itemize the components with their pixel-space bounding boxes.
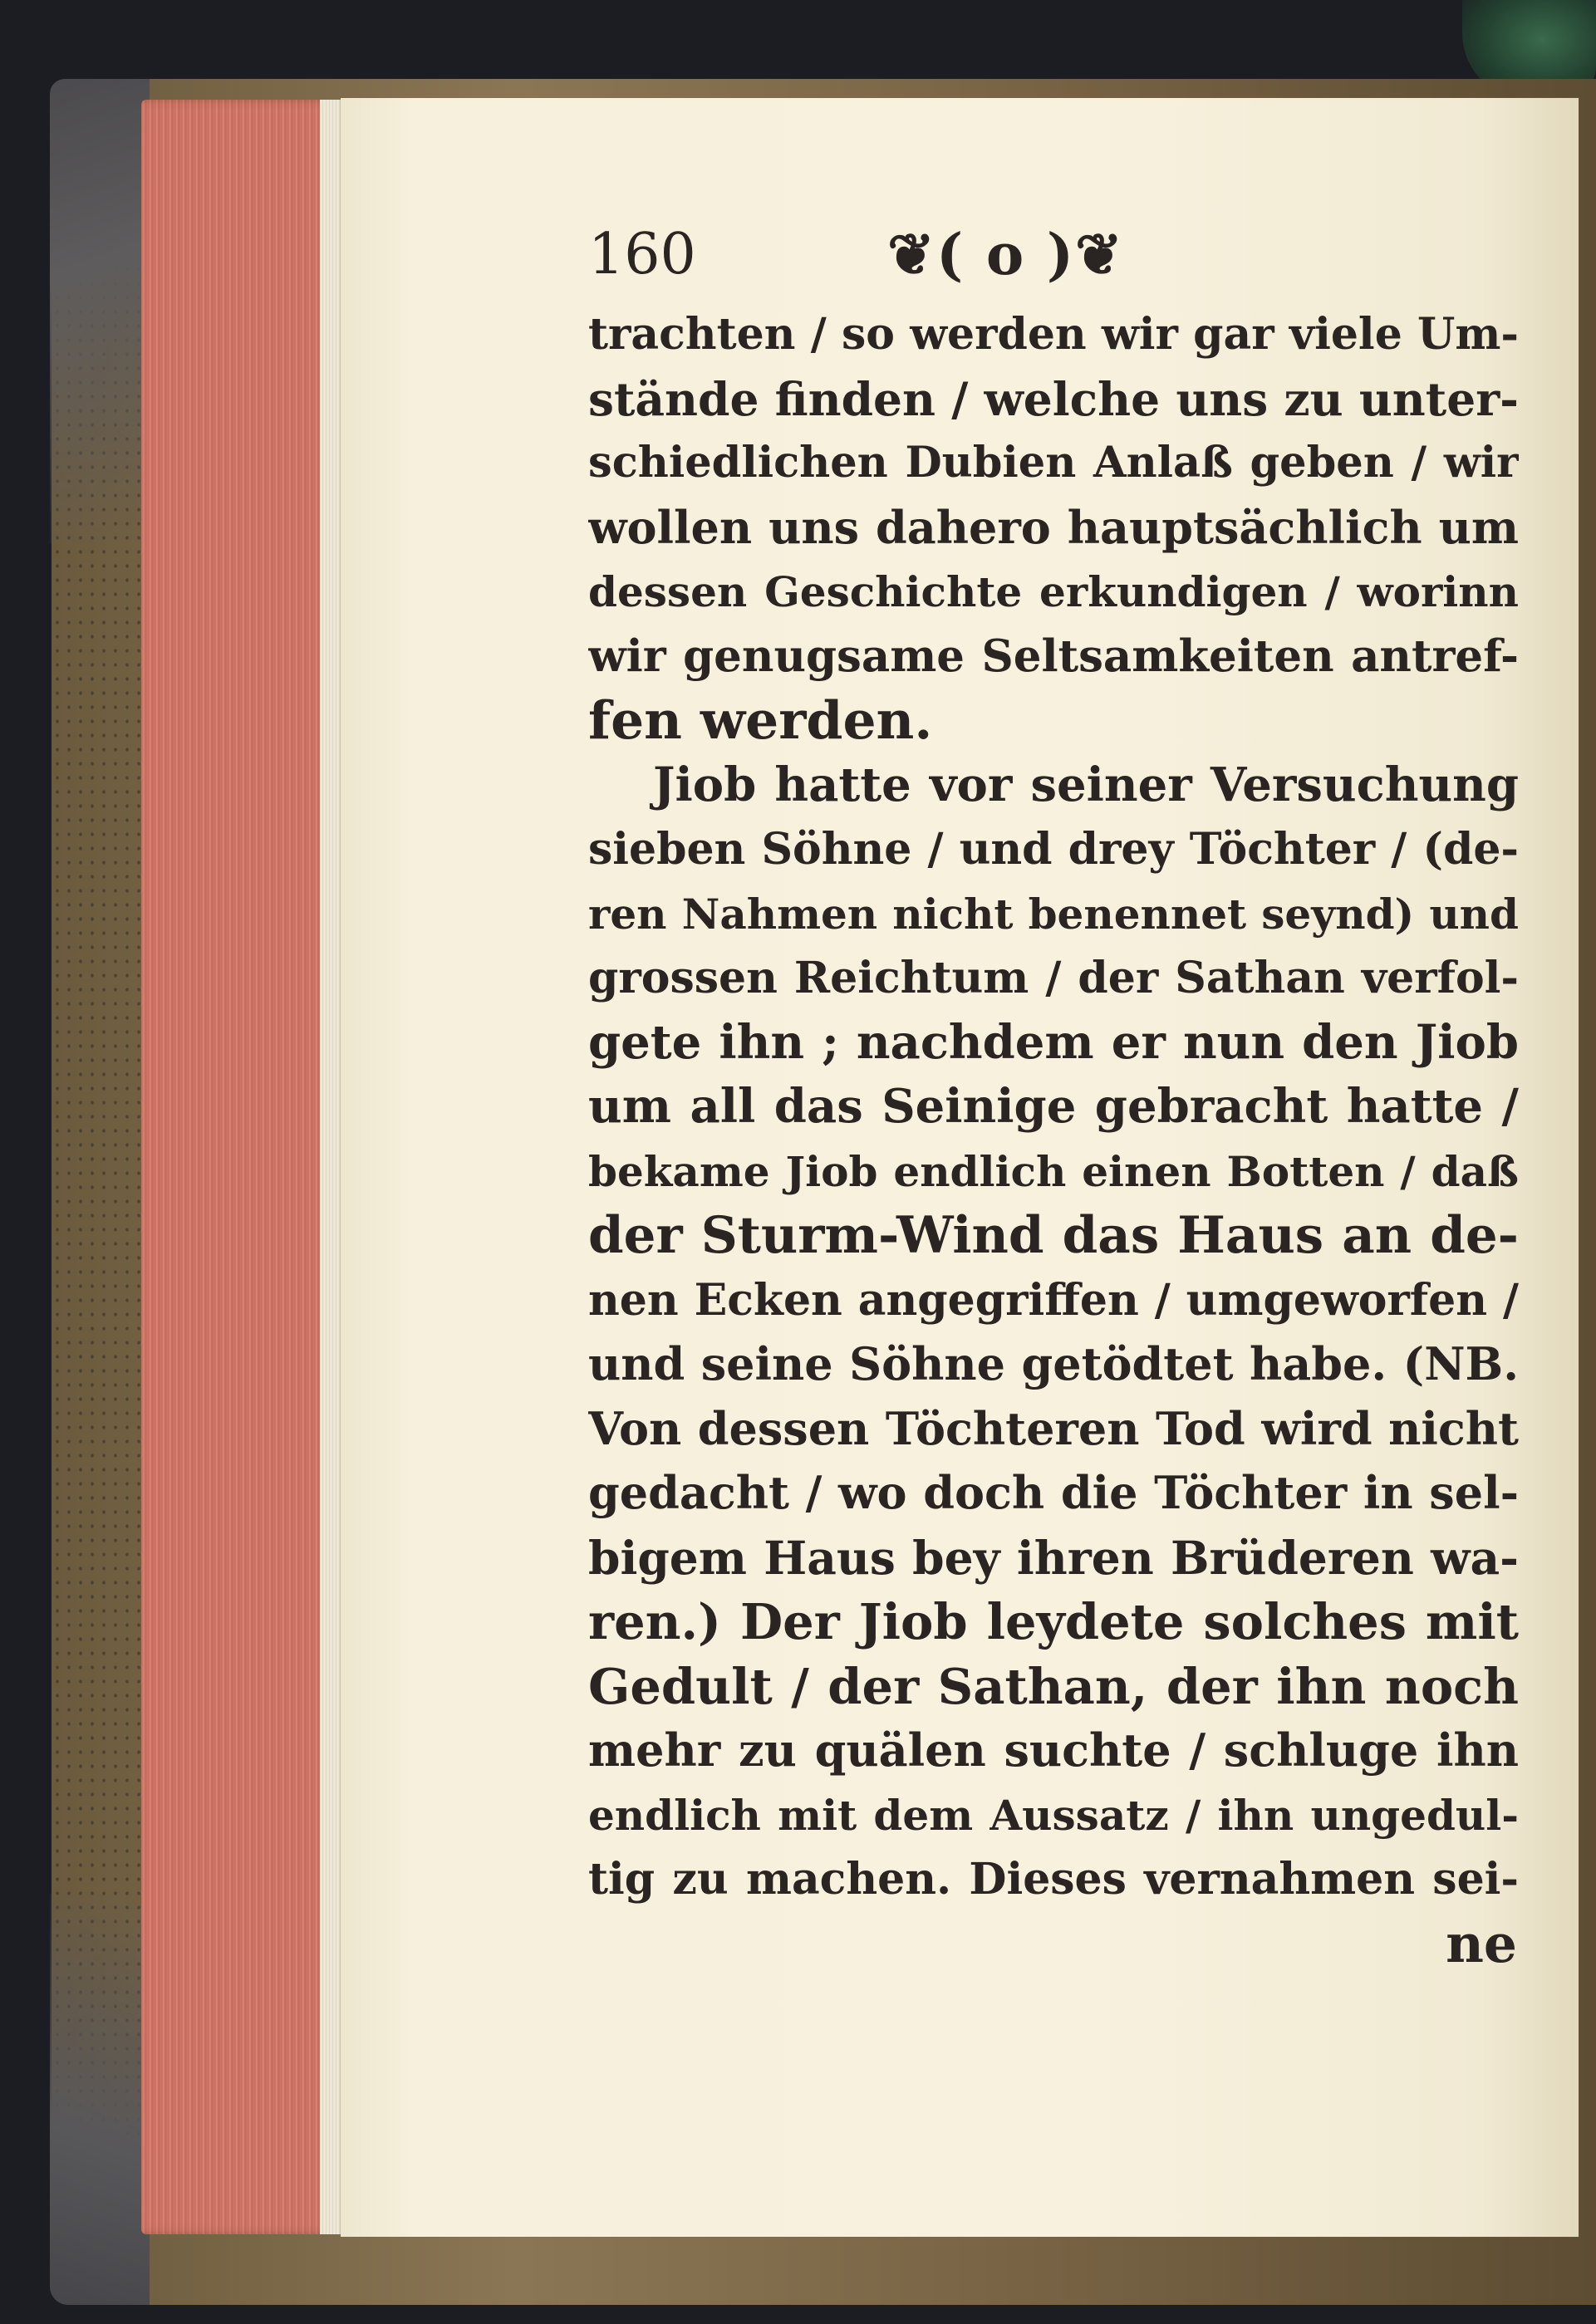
text-line: der Sturm-Wind das Haus an de-	[588, 1206, 1519, 1265]
text-line: endlich mit dem Aussatz / ihn ungedul-	[588, 1790, 1519, 1840]
text-line: Gedult / der Sathan, der ihn noch	[588, 1657, 1519, 1715]
text-line: um all das Seinige gebracht hatte /	[588, 1079, 1519, 1134]
page-number: 160	[588, 222, 696, 287]
cover-corner-bottom	[50, 1894, 150, 2305]
page-header	[588, 218, 1519, 292]
text-line: tig zu machen. Dieses vernahmen sei-	[588, 1854, 1519, 1905]
text-line: ren Nahmen nicht benennet seynd) und	[588, 889, 1519, 939]
text-line: wir genugsame Seltsamkeiten antref-	[588, 630, 1519, 682]
catchword: ne	[1446, 1912, 1517, 1974]
text-line: Jiob hatte vor seiner Versuchung	[653, 757, 1519, 812]
header-ornament: ❦( o )❦	[887, 222, 1125, 288]
text-line: dessen Geschichte erkundigen / worinn	[588, 567, 1519, 616]
cover-corner-top	[50, 79, 150, 544]
text-line: mehr zu quälen suchte / schluge ihn	[588, 1723, 1519, 1777]
text-line: bigem Haus bey ihren Brüderen wa-	[588, 1530, 1519, 1585]
red-page-edges	[141, 100, 341, 2234]
text-line: gete ihn ; nachdem er nun den Jiob	[588, 1014, 1519, 1070]
text-line: sieben Söhne / und drey Töchter / (de-	[588, 824, 1519, 875]
body-text	[588, 302, 1519, 1912]
text-line: und seine Söhne getödtet habe. (NB.	[588, 1337, 1519, 1390]
text-line: Von dessen Töchteren Tod wird nicht	[588, 1401, 1519, 1455]
page-edge-strip	[320, 100, 341, 2234]
text-line: schiedlichen Dubien Anlaß geben / wir	[588, 438, 1519, 488]
text-line: wollen uns dahero hauptsächlich um	[588, 500, 1519, 554]
text-line: grossen Reichtum / der Sathan verfol-	[588, 953, 1519, 1003]
text-line: bekame Jiob endlich einen Botten / daß	[588, 1146, 1519, 1196]
text-line: gedacht / wo doch die Töchter in sel-	[588, 1466, 1519, 1519]
text-line: fen werden.	[588, 689, 933, 751]
text-line: ren.) Der Jiob leydete solches mit	[588, 1593, 1519, 1650]
text-line: nen Ecken angegriffen / umgeworfen /	[588, 1274, 1519, 1326]
text-line: trachten / so werden wir gar viele Um-	[588, 309, 1519, 360]
text-line: stände finden / welche uns zu unter-	[588, 371, 1519, 426]
page-text-block	[588, 218, 1519, 1976]
